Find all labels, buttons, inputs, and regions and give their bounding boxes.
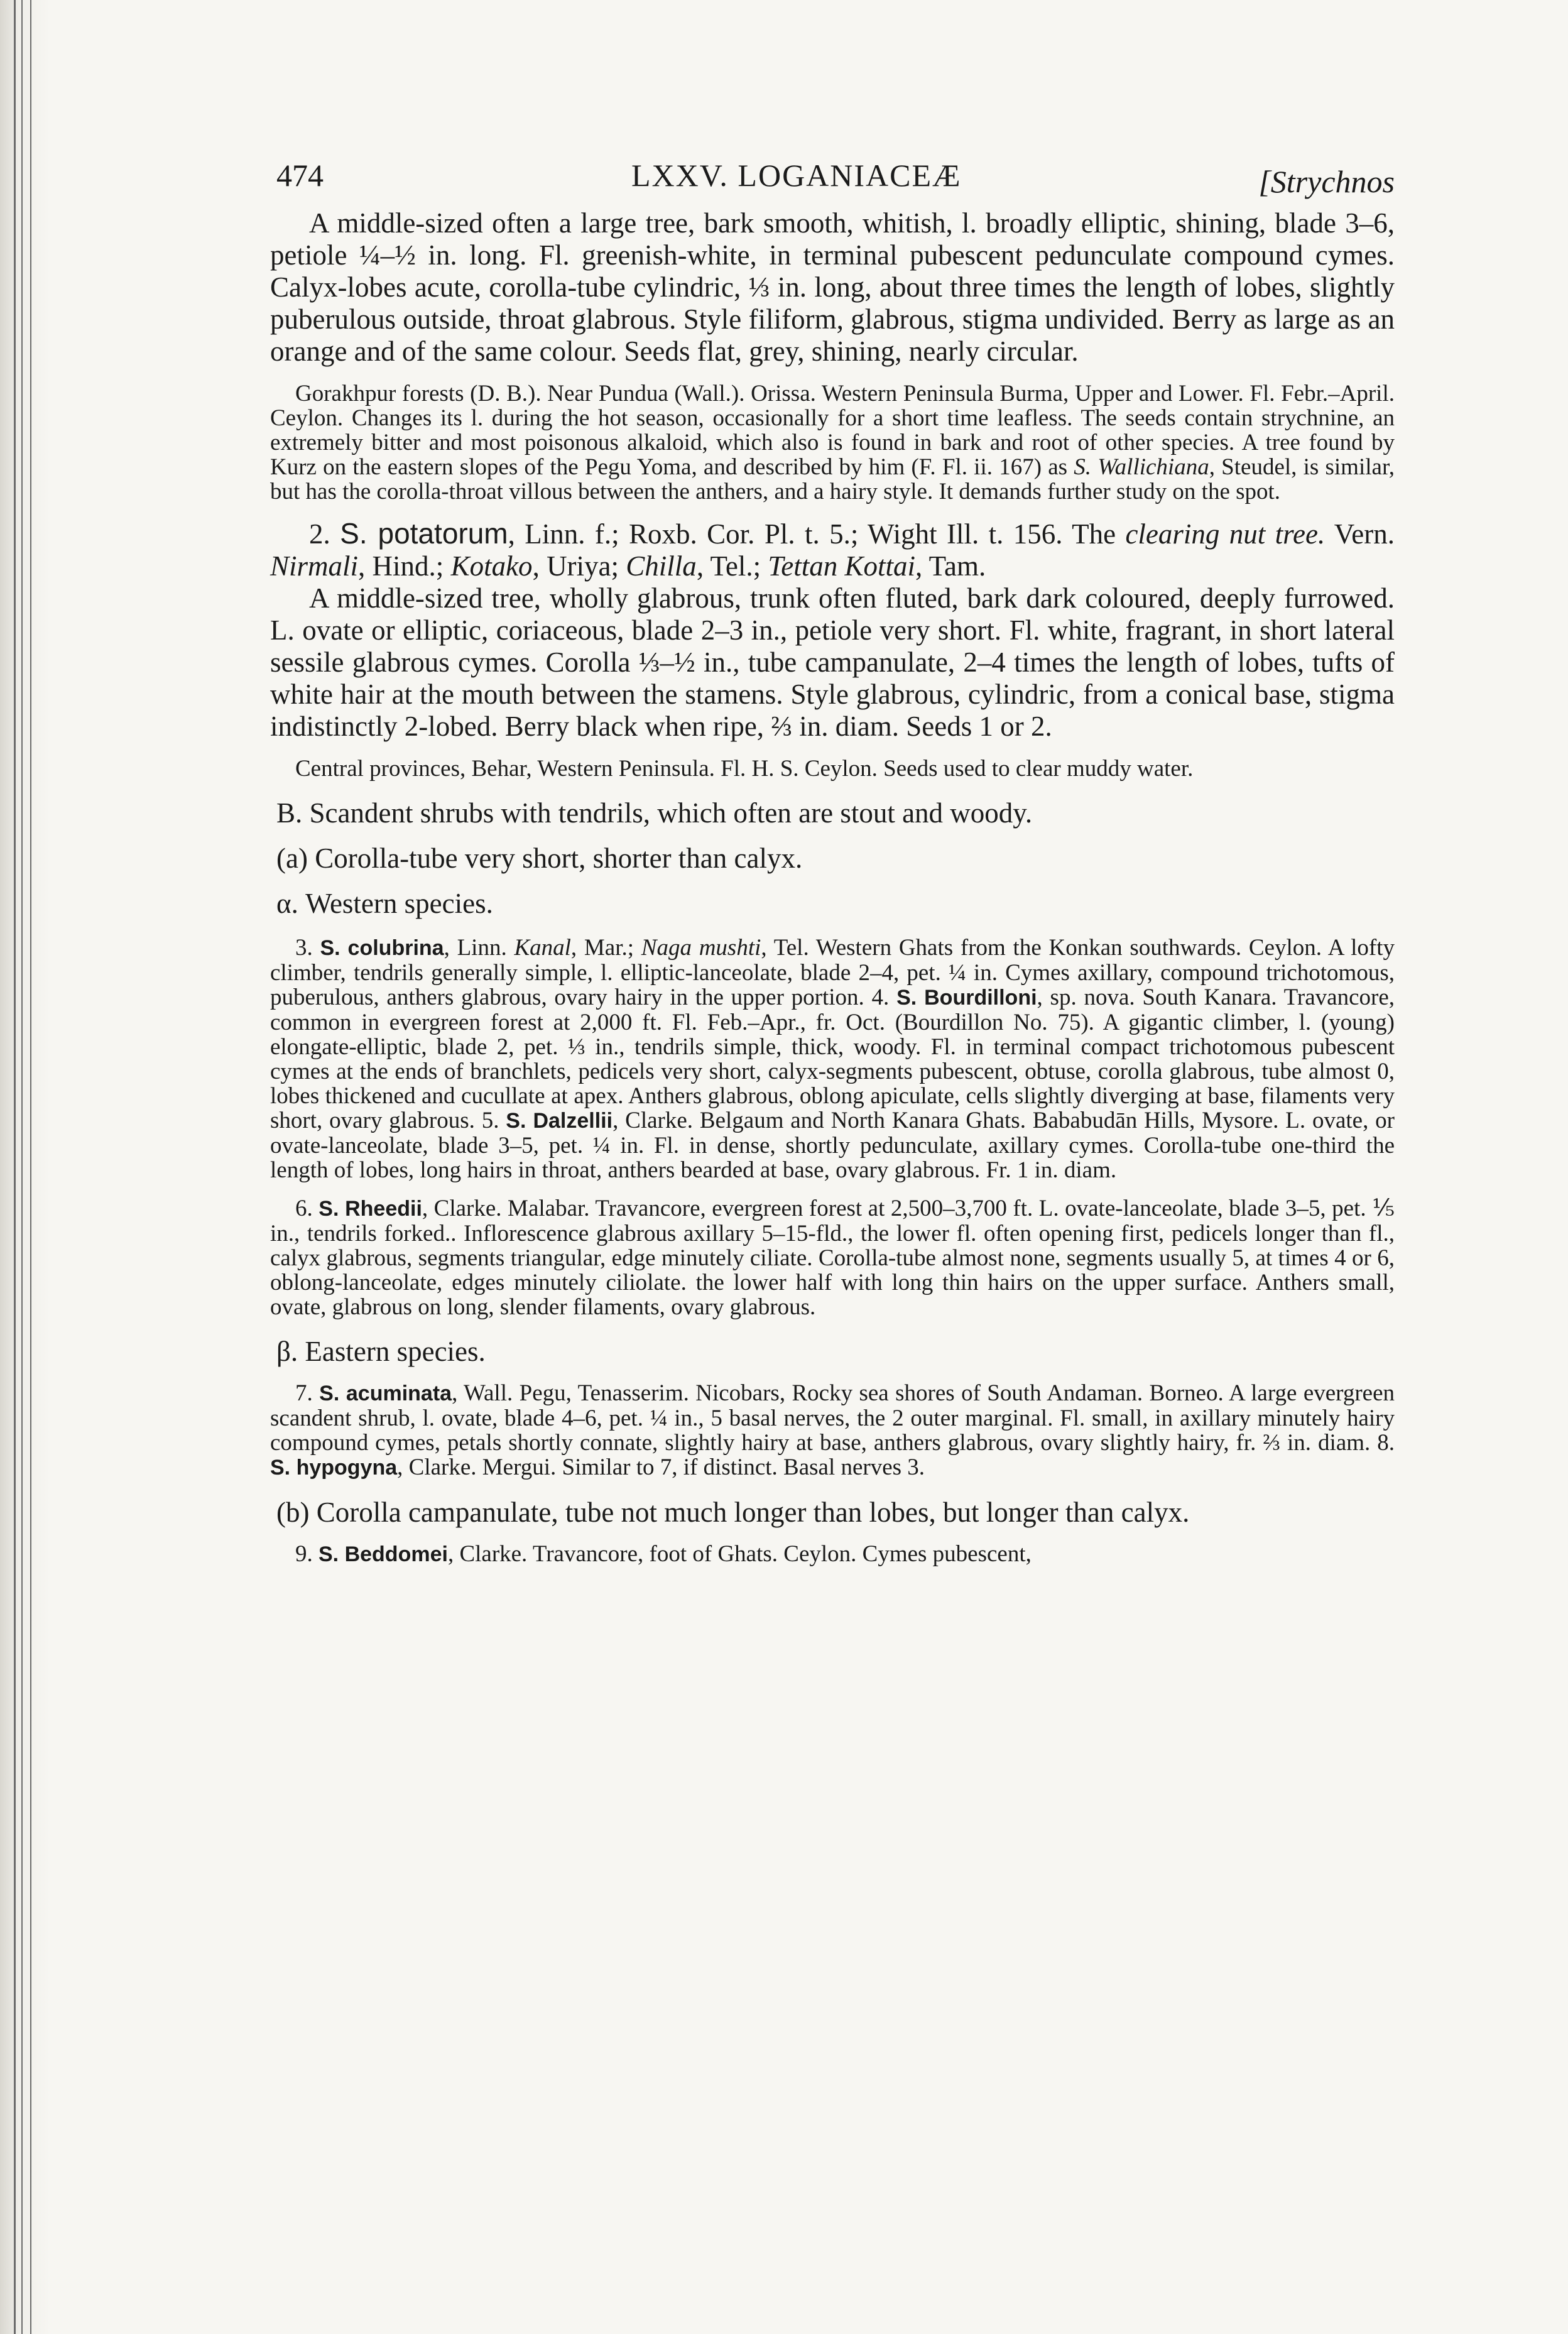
species-text: , Clarke. Travancore, foot of Ghats. Ceylon. Cymes pubescent, bbox=[447, 1541, 1032, 1567]
binding-line bbox=[14, 0, 16, 2334]
section-heading-b: B. Scandent shrubs with tendrils, which often are stout and woody. bbox=[276, 797, 1033, 829]
species-number: 6. bbox=[295, 1196, 313, 1221]
genus-title: [Strychnos bbox=[1258, 164, 1395, 199]
language: , Mar.; bbox=[570, 935, 634, 961]
species-name: S. acuminata bbox=[319, 1382, 452, 1405]
species-text: , Clarke. Malabar. Travancore, evergreen forest at 2,500–3,700 ft. L. ovate-lanceolate, blade 3–5, pet. ⅕ in., tendrils forked.. Inflorescence glabrous axillary 5–15-fld., the lower fl. often opening first, pedicels longer than fl., calyx glabrous, segments triangular, edge minutely ciliate. Corolla-tube almost none, segments usually 5, at times 4 or 6, oblong-lanceolate, edges minutely ciliolate. the lower half with long thin hairs on the upper surface. Anthers small, ovate, glabrous on long, slender filaments, ovary glabrous. bbox=[270, 1196, 1395, 1320]
species-name: S. Wallichiana bbox=[1074, 454, 1209, 480]
section-heading-b-lower: (b) Corolla campanulate, tube not much longer than lobes, but longer than calyx. bbox=[276, 1497, 1190, 1528]
species-number: 3. bbox=[295, 935, 313, 961]
distribution-s2: Central provinces, Behar, Western Peninsula. Fl. H. S. Ceylon. Seeds used to clear muddy water. bbox=[295, 756, 1194, 782]
vernacular-name: Tettan Kottai bbox=[768, 550, 915, 582]
species-9 bbox=[270, 1542, 1395, 1567]
species-6 bbox=[270, 1196, 1395, 1319]
distribution-text: Gorakhpur forests (D. B.). Near Pundua (Wall.). Orissa. Western Peninsula Burma, Upper and Lower. Fl. Febr.–April. Ceylon. Changes its l. during the hot season, occasionally for a short time leafless. The seeds contain strychnine, an extremely bitter and most poisonous alkaloid, which also is found in bark and root of other species. A tree found by Kurz on the eastern slopes of the Pegu Yoma, and described by him (F. Fl. ii. 167) as bbox=[270, 381, 1395, 480]
species-text: , Clarke. Mergui. Similar to 7, if distinct. Basal nerves 3. bbox=[397, 1454, 925, 1480]
page-number: 474 bbox=[276, 158, 324, 193]
binding-line bbox=[30, 0, 31, 2334]
language: , Hind.; bbox=[358, 550, 444, 582]
vernacular-name: Kotako bbox=[450, 550, 533, 582]
vernacular-name: Chilla bbox=[626, 550, 697, 582]
species-name: S. colubrina bbox=[320, 936, 444, 960]
section-heading-beta: β. Eastern species. bbox=[276, 1336, 486, 1367]
running-header bbox=[270, 157, 1395, 207]
section-heading-a: (a) Corolla-tube very short, shorter than calyx. bbox=[276, 843, 803, 874]
language: , Uriya; bbox=[532, 550, 619, 582]
distribution-text: , Steudel, is similar, but has the corolla-throat villous between the anthers, and a hairy style. It demands further study on the spot. bbox=[270, 454, 1395, 504]
common-name: clearing nut tree. bbox=[1125, 518, 1326, 550]
language: , Tam. bbox=[915, 550, 986, 582]
family-title: LXXV. LOGANIACEÆ bbox=[631, 158, 962, 193]
species-name: S. hypogyna bbox=[270, 1456, 398, 1480]
vernacular-name: Nirmali bbox=[270, 550, 359, 582]
vernacular-label: Vern. bbox=[1334, 518, 1395, 550]
species-name: S. Bourdilloni bbox=[896, 986, 1037, 1010]
section-heading-alpha: α. Western species. bbox=[276, 888, 493, 919]
species-text: , Clarke. Belgaum and North Kanara Ghats. Bababudān Hills, Mysore. L. ovate, or ovate-lanceolate, blade 3–5, pet. ¼ in. Fl. in dense, shortly pedunculate, axillary cymes. Corolla-tube one-third the length of lobes, long hairs in throat, anthers bearded at base, ovary glabrous. Fr. 1 in. diam. bbox=[270, 1108, 1395, 1183]
authority: , Linn. bbox=[444, 935, 507, 961]
species-name: S. potatorum bbox=[340, 517, 508, 550]
page-binding bbox=[0, 0, 50, 2334]
binding-line bbox=[21, 0, 23, 2334]
species-3-5 bbox=[270, 935, 1395, 1182]
species-7-8 bbox=[270, 1381, 1395, 1480]
species-name: S. Dalzellii bbox=[506, 1109, 613, 1133]
description-s2: A middle-sized tree, wholly glabrous, trunk often fluted, bark dark coloured, deeply furrowed. L. ovate or elliptic, coriaceous, blade 2–3 in., petiole very short. Fl. white, fragrant, in short lateral sessile glabrous cymes. Corolla ⅓–½ in., tube campanulate, 2–4 times the length of lobes, tufts of white hair at the mouth between the stamens. Style glabrous, cylindric, from a conical base, stigma indistinctly 2-lobed. Berry black when ripe, ⅔ in. diam. Seeds 1 or 2. bbox=[270, 582, 1395, 742]
citation: , Linn. f.; Roxb. Cor. Pl. t. 5.; Wight Ill. t. 156. The bbox=[508, 518, 1116, 550]
species-name: S. Beddomei bbox=[318, 1542, 448, 1566]
species-text: , Tel. Western Ghats from the Konkan southwards. Ceylon. A lofty climber, tendrils generally simple, l. elliptic-lanceolate, blade 2–4, pet. ¼ in. Cymes axillary, compound trichotomous, puberulous, anthers glabrous, ovary hairy in the upper portion. 4. bbox=[270, 935, 1395, 1010]
species-name: S. Rheedii bbox=[318, 1197, 422, 1221]
species-number: 7. bbox=[295, 1380, 313, 1406]
vernacular-name: Kanal bbox=[514, 935, 571, 961]
vernacular-name: Naga mushti bbox=[641, 935, 761, 961]
species-number: 2. bbox=[309, 518, 330, 550]
species-number: 9. bbox=[295, 1541, 313, 1567]
book-page bbox=[270, 157, 1395, 1567]
distribution-s1 bbox=[270, 381, 1395, 504]
species-text: , sp. nova. South Kanara. Travancore, common in evergreen forest at 2,000 ft. Fl. Feb.–Apr., fr. Oct. (Bourdillon No. 75). A gigantic climber, l. (young) elongate-elliptic, blade 2, pet. ⅓ in., tendrils simple, thick, woody. Fl. in terminal compact trichotomous pubescent cymes at the ends of branchlets, pedicels very short, calyx-segments pubescent, obtuse, corolla glabrous, tube almost 0, lobes thickened and cucullate at apex. Anthers glabrous, oblong apiculate, cells slightly diverging at base, filaments very short, ovary glabrous. 5. bbox=[270, 984, 1395, 1133]
language: , Tel.; bbox=[696, 550, 761, 582]
species-text: , Wall. Pegu, Tenasserim. Nicobars, Rocky sea shores of South Andaman. Borneo. A large evergreen scandent shrub, l. ovate, blade 4–6, pet. ¼ in., 5 basal nerves, the 2 outer marginal. Fl. small, in axillary minutely hairy compound cymes, petals shortly connate, slightly hairy at base, anthers glabrous, ovary slightly hairy, fr. ⅔ in. diam. 8. bbox=[270, 1380, 1395, 1456]
species-2-heading bbox=[270, 518, 1395, 582]
description-s1: A middle-sized often a large tree, bark smooth, whitish, l. broadly elliptic, shining, blade 3–6, petiole ¼–½ in. long. Fl. greenish-white, in terminal pubescent pedunculate compound cymes. Calyx-lobes acute, corolla-tube cylindric, ⅓ in. long, about three times the length of lobes, slightly puberulous outside, throat glabrous. Style filiform, glabrous, stigma undivided. Berry as large as an orange and of the same colour. Seeds flat, grey, shining, nearly circular. bbox=[270, 207, 1395, 367]
